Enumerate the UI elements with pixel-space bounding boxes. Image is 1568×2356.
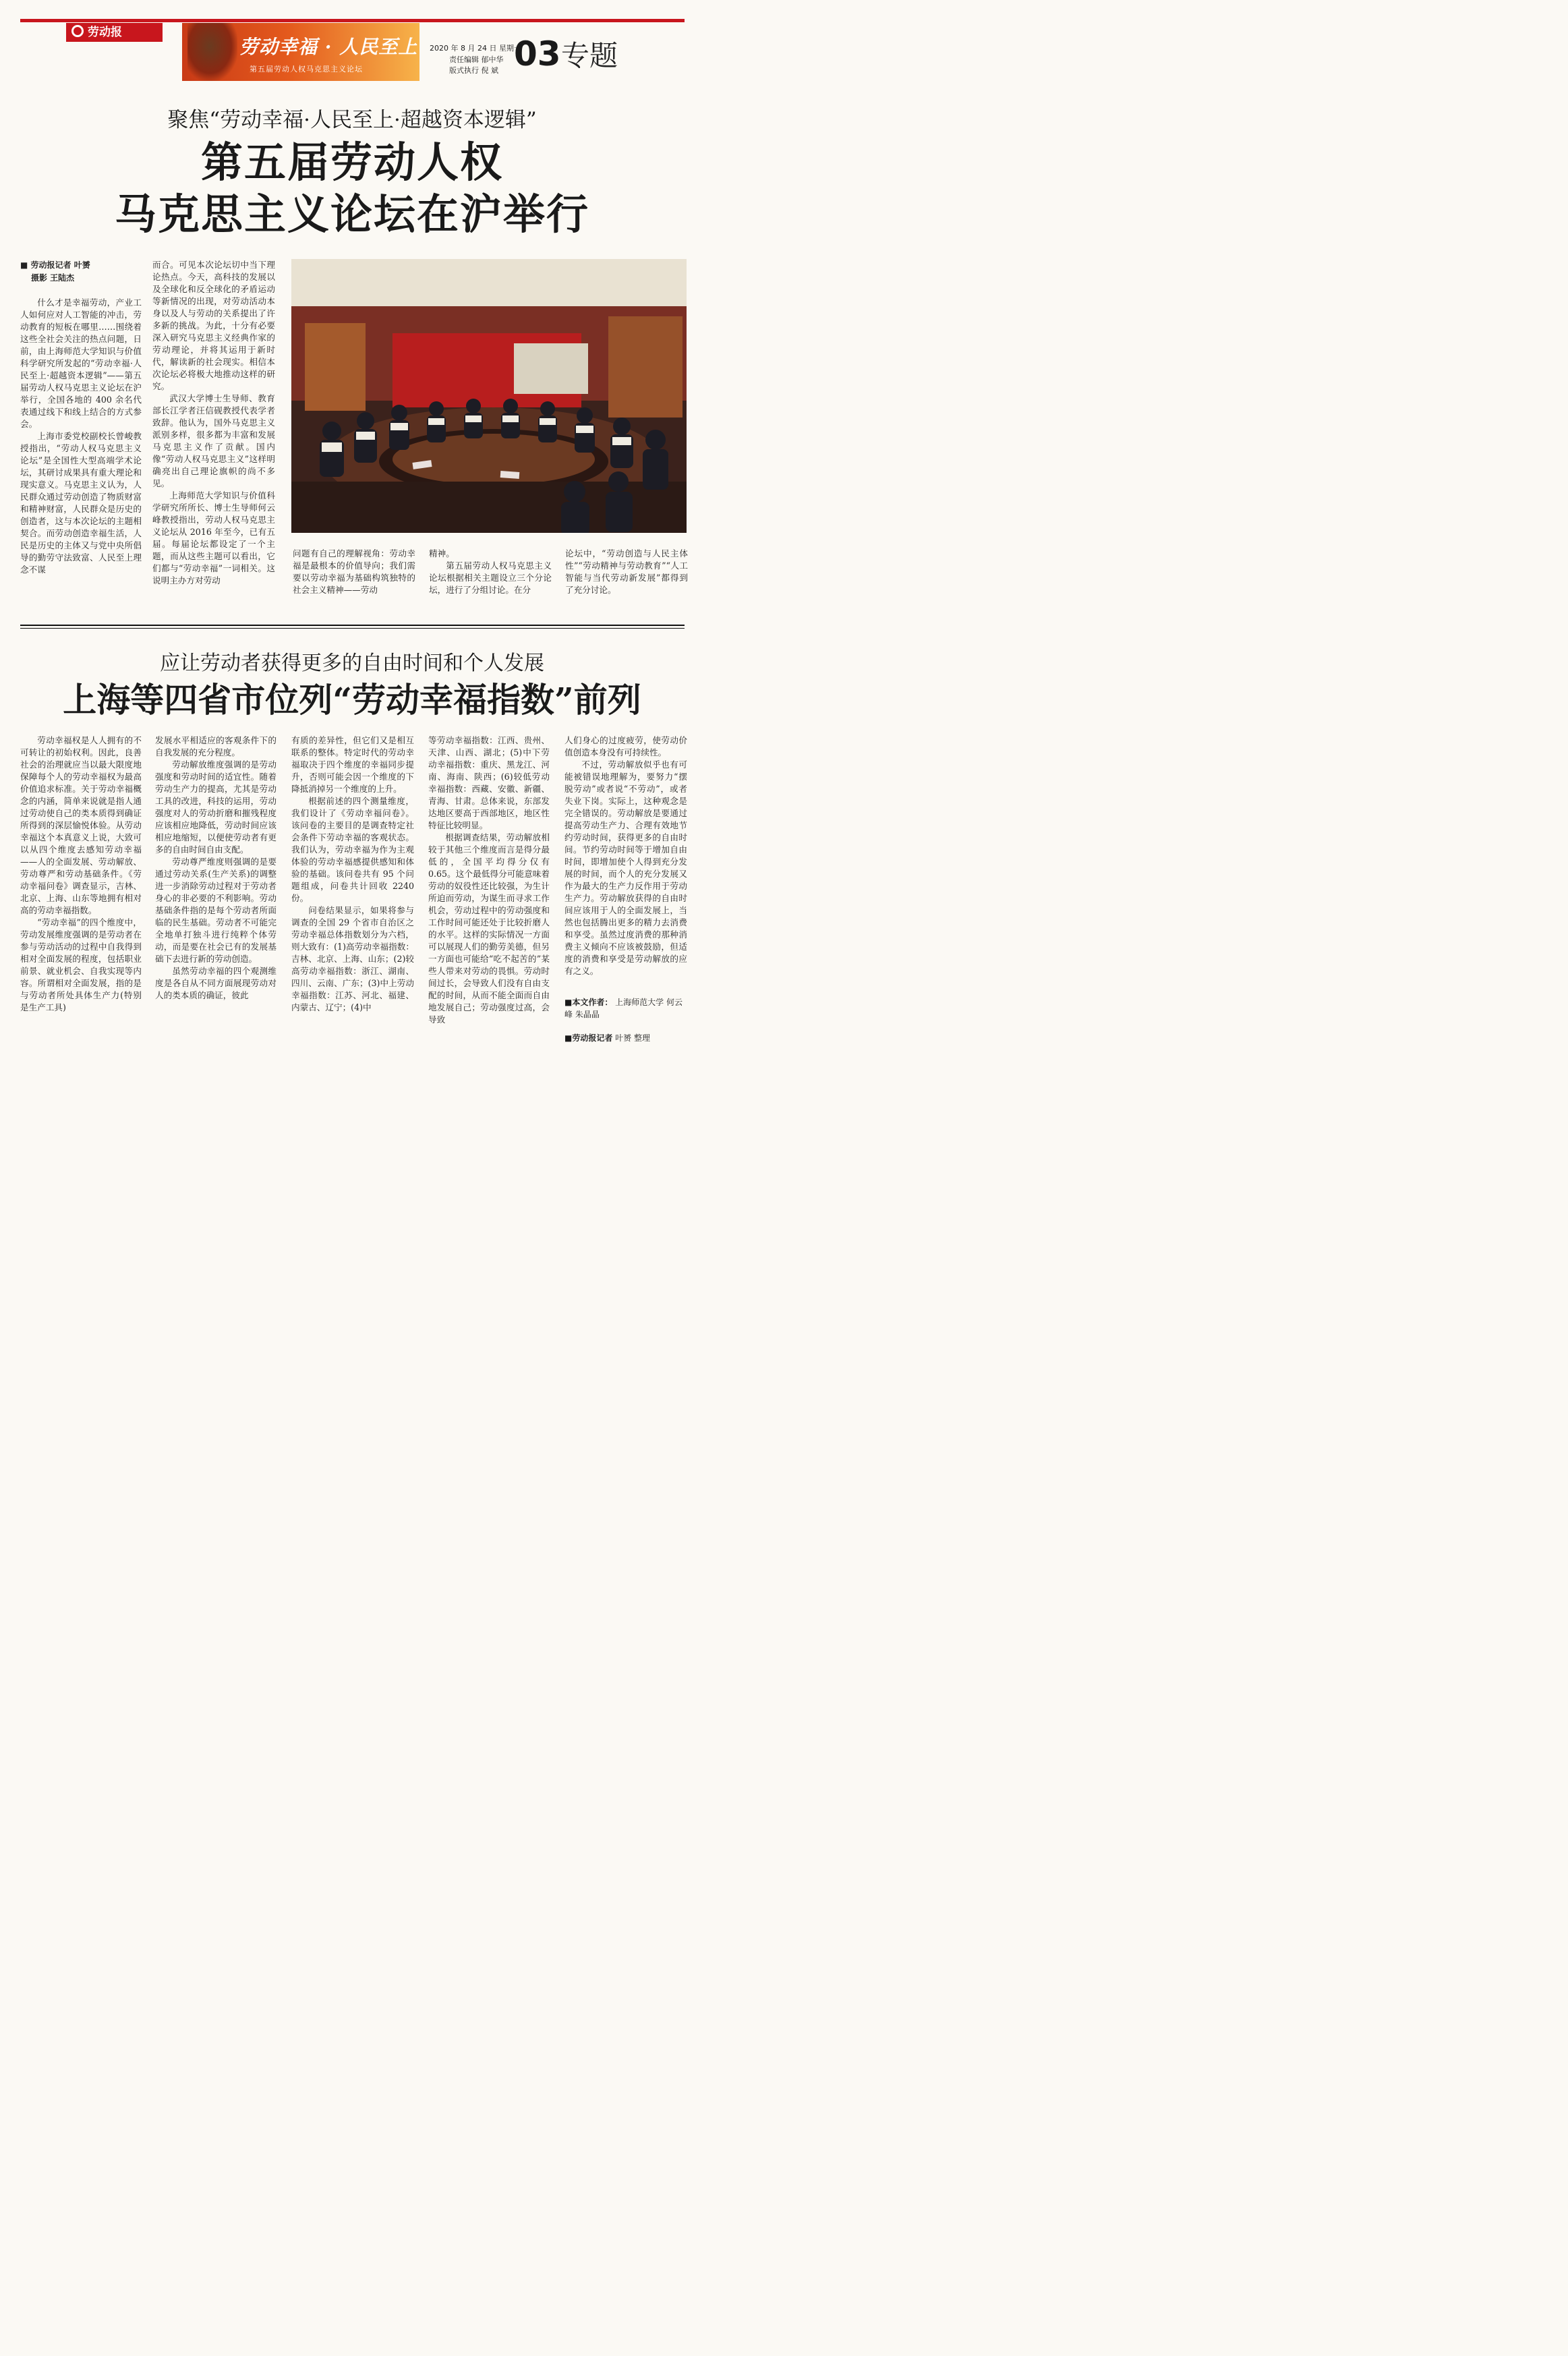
banner-subtitle: 第五届劳动人权马克思主义论坛 — [250, 65, 363, 74]
forum-meeting-photo[interactable] — [291, 259, 687, 533]
banner-title: 劳动幸福 · 人民至上 — [239, 36, 418, 58]
article2-author — [564, 996, 687, 1021]
article-divider — [20, 625, 685, 626]
author-names: 上海师范大学 何云峰 朱晶晶 — [564, 998, 683, 1019]
paragraph: 论坛中，“劳动创造与人民主体性”“劳动精神与劳动教育”“人工智能与当代劳动新发展”都得到了充分讨论。 — [565, 548, 688, 595]
logo-text: 劳动报 — [88, 26, 122, 39]
byline-photo: 摄影 王陆杰 — [31, 273, 75, 283]
article1-column-5 — [565, 548, 688, 596]
article1-column-3 — [293, 548, 415, 596]
paragraph: 什么才是幸福劳动，产业工人如何应对人工智能的冲击，劳动教育的短板在哪里……围绕着这些全社会关注的热点问题，日前，由上海师范大学知识与价值科学研究所发起的“劳动幸福·人民至上·超越资本逻辑”——第五届劳动人权马克思主义论坛在沪举行，全国各地的 400 余名代表通过线下和线上结合的方式参会。 — [20, 297, 142, 429]
author-label: ■本文作者： — [564, 998, 613, 1007]
issue-date: 2020 年 8 月 24 日 星期一 — [430, 44, 521, 53]
paragraph: 武汉大学博士生导师、教育部长江学者汪信砚教授代表学者致辞。他认为，国外马克思主义派别多样，很多都为丰富和发展马克思主义作了贡献。国内像“劳动人权马克思主义”这样明确亮出自己理论旗帜的尚不多见。 — [152, 393, 275, 488]
article2-editor-credit — [564, 1032, 687, 1044]
section-name: 专题 — [561, 39, 618, 72]
editor-label: ■劳动报记者 — [564, 1033, 613, 1043]
paragraph: 劳动尊严维度则强调的是要通过劳动关系(生产关系)的调整进一步消除劳动过程对于劳动者身心的非必要的不利影响。劳动基础条件指的是每个劳动者所面临的民生基础。劳动者不可能完全地单打独斗进行纯粹个体劳动，而是要在社会已有的发展基础下去进行新的劳动创造。 — [155, 857, 277, 964]
article1-byline — [20, 259, 142, 285]
article-divider-thin — [20, 628, 685, 629]
section-banner — [182, 23, 419, 81]
byline-reporter: ■ 劳动报记者 叶赟 — [20, 260, 90, 270]
paragraph: 有质的差异性，但它们又是相互联系的整体。特定时代的劳动幸福取决于四个维度的幸福同步提升，否则可能会因一个维度的下降抵消掉另一个维度的上升。 — [291, 735, 414, 794]
paragraph: 等劳动幸福指数：江西、贵州、天津、山西、湖北；(5)中下劳动幸福指数：重庆、黑龙江、河南、海南、陕西；(6)较低劳动幸福指数：西藏、安徽、新疆、青海、甘肃。总体来说，东部发达地区要高于西部地区，地区性特征比较明显。 — [428, 735, 550, 830]
article2-column-1 — [20, 735, 142, 1050]
article1-headline-line1[interactable]: 第五届劳动人权 — [200, 138, 503, 187]
editor-name: 叶赟 整理 — [615, 1033, 650, 1043]
meeting-room-image — [291, 259, 687, 533]
paragraph: 第五届劳动人权马克思主义论坛根据相关主题设立三个分论坛，进行了分组讨论。在分 — [429, 561, 552, 595]
paragraph: “劳动幸福”的四个维度中，劳动发展维度强调的是劳动者在参与劳动活动的过程中自我得到相对全面发展的程度，包括职业前景、就业机会、自我实现等内容。所谓相对全面发展，指的是与劳动者所处具体生产力(特别是生产工具) — [20, 917, 142, 1012]
article1-kicker: 聚焦“劳动幸福·人民至上·超越资本逻辑” — [167, 108, 537, 132]
paragraph: 问题有自己的理解视角：劳动幸福是最根本的价值导向；我们需要以劳动幸福为基础构筑独特的社会主义精神——劳动 — [293, 548, 415, 595]
responsible-editor: 责任编辑 郁中华 — [449, 55, 504, 64]
marx-portrait-image — [187, 23, 237, 81]
article2-column-2 — [155, 735, 277, 1050]
article1-column-4 — [429, 548, 552, 596]
paragraph: 上海市委党校副校长曾峻教授指出，“劳动人权马克思主义论坛”是全国性大型高端学术论坛，其研讨成果具有重大理论和现实意义。马克思主义认为，人民群众通过劳动创造了物质财富和精神财富，人民群众是历史的创造者，这与本次论坛的主题相契合。而劳动创造幸福生活，人民是历史的主体又与党中央所倡导的勤劳守法致富、人民至上理念不谋 — [20, 431, 142, 575]
masthead-rule — [20, 19, 685, 22]
article2-column-3 — [291, 735, 414, 1050]
paragraph: 问卷结果显示，如果将参与调查的全国 29 个省市自治区之劳动幸福总体指数划分为六档，则大致有：(1)高劳动幸福指数：吉林、北京、上海、山东；(2)较高劳动幸福指数：浙江、湖南、四川、云南、广东；(3)中上劳动幸福指数：江苏、河北、福建、内蒙古、辽宁；(4)中 — [291, 905, 414, 1012]
article2-headline[interactable]: 上海等四省市位列“劳动幸福指数”前列 — [63, 680, 641, 720]
paragraph: 虽然劳动幸福的四个观测维度是各自从不同方面展现劳动对人的类本质的确证，彼此 — [155, 966, 277, 1000]
paragraph: 根据调查结果，劳动解放相较于其他三个维度而言是得分最低的，全国平均得分仅有 0.65。这个最低得分可能意味着劳动的奴役性还比较强，为生计所迫而劳动，为谋生而寻求工作机会，劳动过程中的劳动强度和工作时间可能还处于比较折磨人的水平。这样的实际情况一方面可以展现人们的勤劳美德，但另一方面也可能给“吃不起苦的”某些人带来对劳动的畏惧。劳动时间过长，会导致人们没有自由支配的时间，从而不能全面而自由地发展自己；劳动强度过高，会导致 — [428, 832, 550, 1025]
logo-icon — [71, 25, 84, 37]
paragraph: 人们身心的过度疲劳，使劳动价值创造本身没有可持续性。 — [564, 735, 687, 757]
article2-column-4 — [428, 735, 550, 1050]
paragraph: 劳动幸福权是人人拥有的不可转让的初始权利。因此，良善社会的治理就应当以最大限度地保障每个人的劳动幸福权为最高价值追求标准。关于劳动幸福概念的内涵，简单来说就是指人通过劳动使自己的类本质得到确证所得到的深层愉悦体验。从劳动幸福这个本真意义上说，大致可以从四个维度去感知劳动幸福——人的全面发展、劳动解放、劳动尊严和劳动基础条件。《劳动幸福问卷》调查显示，吉林、北京、上海、山东等地拥有相对高的劳动幸福指数。 — [20, 735, 142, 915]
paragraph: 上海师范大学知识与价值科学研究所所长、博士生导师何云峰教授指出，劳动人权马克思主义论坛从 2016 年至今，已有五届。每届论坛都设定了一个主题，而从这些主题可以看出，它们都与“劳动幸福”一词相关。这说明主办方对劳动 — [152, 490, 275, 585]
article2-kicker: 应让劳动者获得更多的自由时间和个人发展 — [160, 652, 544, 675]
paragraph: 劳动解放维度强调的是劳动强度和劳动时间的适宜性。随着劳动生产力的提高，尤其是劳动工具的改进，科技的运用，劳动强度对人的劳动折磨和摧残程度应该相应地降低，劳动时间应该相应地缩短，以便使劳动者有更多的自由时间自由支配。 — [155, 759, 277, 855]
paragraph: 精神。 — [429, 548, 455, 558]
article2-column-5 — [564, 735, 687, 989]
article1-column-1 — [20, 297, 142, 595]
newspaper-logo[interactable] — [66, 23, 163, 42]
article1-headline-line2[interactable]: 马克思主义论坛在沪举行 — [114, 190, 589, 239]
paragraph: 不过，劳动解放似乎也有可能被错误地理解为，要努力“摆脱劳动”或者说“不劳动”，或者失业下岗。实际上，这种观念是完全错误的。劳动解放是要通过提高劳动生产力、合理有效地节约劳动时间，获得更多的自由时间。节约劳动时间等于增加自由时间，即增加使个人得到充分发展的时间，而个人的充分发展又作为最大的生产力反作用于劳动生产力。劳动解放获得的自由时间应该用于人的全面发展上，当然也包括腾出更多的精力去消费和享受。虽然过度消费的那种消费主义倾向不应该被鼓励，但适度的消费和享受是劳动解放的应有之义。 — [564, 759, 687, 976]
layout-editor: 版式执行 倪 斌 — [449, 66, 498, 75]
paragraph: 发展水平相适应的客观条件下的自我发展的充分程度。 — [155, 735, 277, 757]
article1-column-2 — [152, 259, 275, 596]
page-number: 03 — [514, 34, 561, 74]
paragraph: 而合。可见本次论坛切中当下理论热点。今天，高科技的发展以及全球化和反全球化的矛盾运动等新情况的出现，对劳动活动本身以及人与劳动的关系提出了许多新的挑战。为此，十分有必要深入研究马克思主义经典作家的劳动理论，并将其运用于新时代，解读新的社会现实。相信本次论坛必将极大地推动这样的研究。 — [152, 260, 275, 391]
paragraph: 根据前述的四个测量维度，我们设计了《劳动幸福问卷》。该问卷的主要目的是调查特定社会条件下劳动幸福的客观状态。我们认为，劳动幸福为作为主观体验的劳动幸福感提供感知和体验的基础。该问卷共有 95 个问题组成，问卷共计回收 2240 份。 — [291, 796, 414, 903]
